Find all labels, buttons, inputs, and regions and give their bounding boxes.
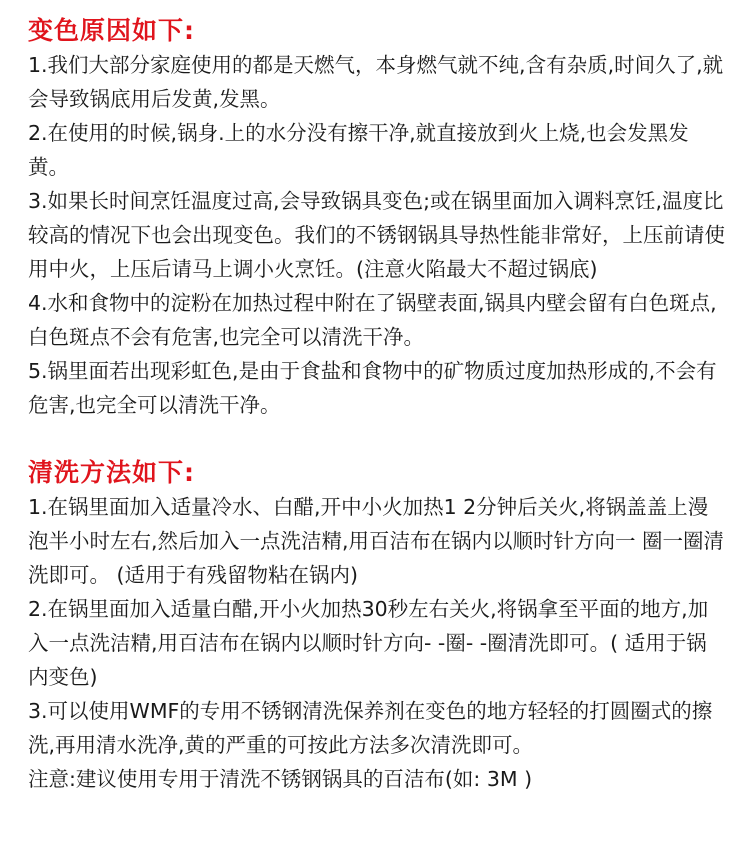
cause-item-1: 1.我们大部分家庭使用的都是天燃气，本身燃气就不纯,含有杂质,时间久了,就会导致锅底用后发黄,发黑。 bbox=[28, 53, 724, 111]
cleaning-methods-section bbox=[28, 456, 726, 796]
section-spacer bbox=[28, 422, 726, 456]
discoloration-causes-section bbox=[28, 14, 726, 422]
cause-item-4: 4.水和食物中的淀粉在加热过程中附在了锅壁表面,锅具内壁会留有白色斑点,白色斑点不会有危害,也完全可以清洗干净。 bbox=[28, 291, 717, 349]
cause-item-3: 3.如果长时间烹饪温度过高,会导致锅具变色;或在锅里面加入调料烹饪,温度比较高的情况下也会出现变色。我们的不锈钢锅具导热性能非常好，上压前请使用中火，上压后请马上调小火烹饪。(注意火陷最大不超过锅底) bbox=[28, 189, 725, 281]
cause-item-5: 5.锅里面若出现彩虹色,是由于食盐和食物中的矿物质过度加热形成的,不会有危害,也完全可以清洗干净。 bbox=[28, 359, 717, 417]
discoloration-causes-title: 变色原因如下: bbox=[28, 16, 195, 45]
cleaning-methods-title: 清洗方法如下: bbox=[28, 458, 195, 487]
method-item-2: 2.在锅里面加入适量白醋,开小火加热30秒左右关火,将锅拿至平面的地方,加入一点洗洁精,用百洁布在锅内以顺时针方向- -圈- -圈清洗即可。( 适用于锅内变色) bbox=[28, 597, 709, 689]
method-item-3: 3.可以使用WMF的专用不锈钢清洗保养剂在变色的地方轻轻的打圆圈式的擦洗,再用清水洗净,黄的严重的可按此方法多次清洗即可。 bbox=[28, 699, 713, 757]
cause-item-2: 2.在使用的时候,锅身.上的水分没有擦干净,就直接放到火上烧,也会发黑发黄。 bbox=[28, 121, 689, 179]
method-item-1: 1.在锅里面加入适量冷水、白醋,开中小火加热1 2分钟后关火,将锅盖盖上漫泡半小时左右,然后加入一点洗洁精,用百洁布在锅内以顺时针方向一 圈一圈清洗即可。 (适用于有残留物粘在锅内) bbox=[28, 495, 725, 587]
cleaning-note: 注意:建议使用专用于清洗不锈钢锅具的百洁布(如: 3M ) bbox=[28, 767, 533, 791]
